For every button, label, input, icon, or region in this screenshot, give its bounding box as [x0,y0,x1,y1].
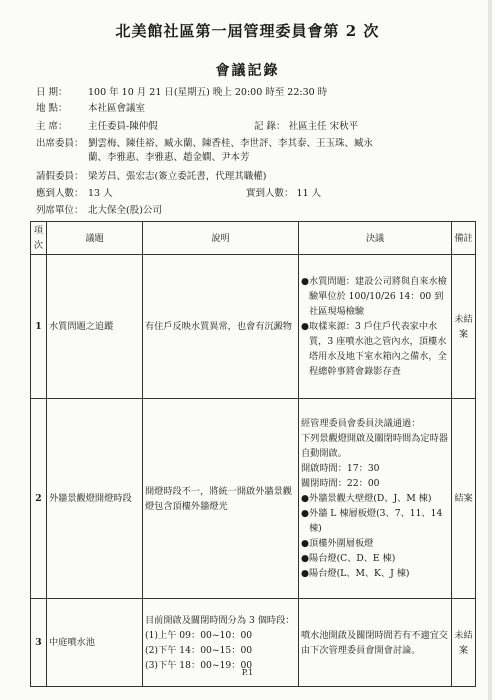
expected-label: 應到人數： [36,188,84,199]
row-topic: 中庭噴水池 [47,599,143,687]
leave-label: 請假委員： [36,171,84,182]
meta-chair [36,120,158,134]
row-note: 未結案 [452,599,476,687]
row-resolution [299,255,452,399]
row-number: 1 [31,255,47,399]
date-value: 100 年 10 月 21 日(星期五) 晚上 20:00 時至 22:30 時 [88,87,328,98]
expected-value: 13 人 [88,188,113,199]
observer-value: 北大保全(股)公司 [88,205,162,216]
place-value: 本社區會議室 [88,103,146,114]
meta-place [36,102,145,116]
meta-actual [246,187,321,201]
row-number: 3 [31,599,47,687]
page-number: P.1 [241,668,254,677]
attend-line2: 蘭、李雅惠、李雅惠、趙金嫻、尹本芳 [88,152,250,163]
scan-edge [488,0,492,700]
chair-value: 主任委員-陳仲假 [88,121,158,132]
minutes-table [30,221,476,687]
meta-observer [36,204,162,218]
table-row [31,399,476,599]
actual-label: 實到人數： [246,188,294,199]
meta-leave [36,170,266,184]
header-topic: 議題 [47,222,143,255]
resolution-item: ●水質問題：建設公司將與自來水檢驗單位於 100/10/26 14：00 到社區現場檢驗 [301,276,447,317]
row-note: 未結案 [452,255,476,399]
resolution-item: 下列景觀燈開啟及關閉時間為定時器自動開啟。 [301,433,448,459]
table-header-row [31,222,476,255]
description-line: (3)下午 18：00~19：00 [145,659,253,671]
meta-attendees [36,137,456,165]
header-note: 備註 [452,222,476,255]
resolution-item: ●頂樓外圍層板燈 [301,538,374,549]
row-number: 2 [31,399,47,599]
recorder-label: 記 錄： [254,121,286,132]
leave-value: 梁芳昌、張宏志(簽立委託書，代理其職權) [88,171,267,182]
resolution-item: ●外牆 L 棟層板燈(3、7、11、14 棟) [301,508,443,534]
row-resolution [299,399,452,599]
header-description: 說明 [143,222,299,255]
description-line: 目前開啟及關閉時間分為 3 個時段： [145,614,295,626]
actual-value: 11 人 [296,188,322,199]
chair-label: 主 席： [36,121,68,132]
resolution-item: ●取樣來源：3 戶住戶代表家中水質，3 座噴水池之管內水，頂樓水塔用水及地下室水箱內之備水，全程總幹事將會錄影存查 [301,321,447,377]
meta-recorder [254,120,358,134]
meta-expected [36,187,113,201]
place-label: 地 點： [36,103,68,114]
resolution-item: 噴水池開啟及關閉時間若有不適宜交由下次管理委員會開會討論。 [301,629,448,656]
row-topic: 外牆景觀燈開燈時段 [47,399,143,599]
observer-label: 列席單位： [36,205,84,216]
row-topic: 水質問題之追蹤 [47,255,143,399]
row-description: 開燈時段不一，將統一開啟外牆景觀燈包含頂樓外牆燈光 [143,399,299,599]
document-title: 北美館社區第一屆管理委員會第 2 次 [115,22,380,40]
resolution-item: 關閉時間：22：00 [301,478,380,489]
resolution-item: ●陽台燈(L、M、K、J 棟) [301,568,410,579]
attend-line1: 劉雲梅、陳佳裕、臧永蘭、陳香桂、李世評、李其泰、王玉珠、臧永 [88,138,374,149]
resolution-item: 開啟時間：17：30 [301,463,380,474]
description-line: (2)下午 14：00~15：00 [145,644,253,656]
row-note: 結案 [452,399,476,599]
document-subtitle: 會議記錄 [215,63,280,79]
table-row [31,255,476,399]
description-line: (1)上午 09：00~10：00 [145,629,253,641]
row-description: 有住戶反映水質異常，也會有沉澱物 [143,255,299,399]
header-item-no: 項次 [31,222,47,255]
attend-label: 出席委員： [36,138,84,149]
resolution-item: ●陽台燈(C、D、E 棟) [301,553,396,564]
header-resolution: 決議 [299,222,452,255]
recorder-value: 社區主任 宋秋平 [288,121,359,132]
date-label: 日 期： [36,87,68,98]
resolution-item: 經管理委員會委員決議通過： [301,418,421,429]
resolution-item: ●外牆景觀大壁燈(D、J、M 棟) [301,493,432,504]
meta-date [36,86,327,100]
